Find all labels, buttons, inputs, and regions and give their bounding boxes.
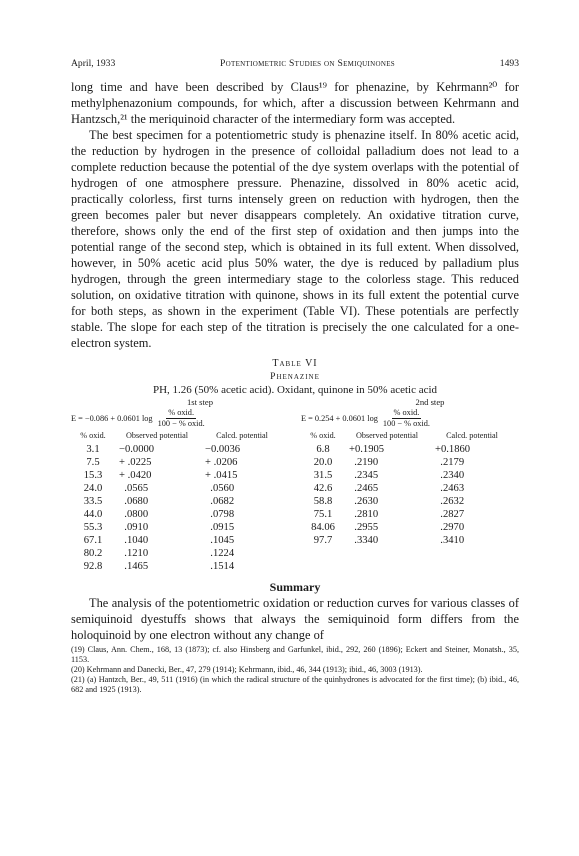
cell-calcd: .1224	[205, 548, 235, 560]
cell-observed: +0.1905	[349, 443, 385, 455]
header-date: April, 1933	[71, 58, 116, 69]
cell-observed: .0800	[119, 509, 149, 521]
cell-oxid: 44.0	[83, 509, 103, 521]
equation-fraction	[381, 408, 432, 429]
step-2-rows	[301, 443, 515, 548]
table-row	[301, 534, 515, 547]
cell-oxid: 58.8	[313, 495, 333, 507]
cell-observed: .0910	[119, 522, 149, 534]
step-2-title: 2nd step	[415, 397, 445, 407]
step-1-block	[71, 397, 289, 574]
cell-observed: .1465	[119, 561, 149, 573]
cell-oxid: 24.0	[83, 482, 103, 494]
table-row	[71, 521, 285, 534]
step-2-block	[301, 397, 519, 574]
cell-calcd: .2632	[435, 495, 465, 507]
col-header-oxid: % oxid.	[310, 431, 336, 440]
cell-calcd: .1514	[205, 561, 235, 573]
equation-prefix: E = 0.254 + 0.0601 log	[301, 414, 378, 423]
cell-observed: −0.0000	[119, 443, 155, 455]
step-1-table	[71, 432, 285, 574]
table-row	[71, 456, 285, 469]
equation-denominator: 100 − % oxid.	[382, 419, 430, 428]
equation-numerator: % oxid.	[393, 408, 420, 417]
cell-oxid: 92.8	[83, 561, 103, 573]
cell-observed: .2955	[349, 522, 379, 534]
step-1-equation	[71, 408, 289, 429]
cell-observed: + .0225	[119, 456, 152, 468]
paragraph-1: long time and have been described by Claus¹⁹ for phenazine, by Kehrmann²⁰ for methylphenazonium compounds, for which, after a discussion between Kehrmann and Hantzsch,²¹ the meriquinoid character of the intermediary form was accepted.	[71, 80, 519, 126]
table-row	[71, 560, 285, 573]
cell-calcd: .2970	[435, 522, 465, 534]
col-header-observed: Observed potential	[125, 431, 189, 440]
cell-observed: .2465	[349, 482, 379, 494]
table-row	[301, 495, 515, 508]
cell-oxid: 80.2	[83, 548, 103, 560]
step-1-title: 1st step	[186, 397, 214, 407]
journal-page	[71, 58, 519, 696]
cell-calcd: .2340	[435, 469, 465, 481]
cell-oxid: 20.0	[313, 456, 333, 468]
table-row	[301, 508, 515, 521]
col-header-calcd: Calcd. potential	[446, 431, 498, 440]
equation-fraction	[156, 408, 207, 429]
cell-calcd: .0682	[205, 495, 235, 507]
cell-oxid: 42.6	[313, 482, 333, 494]
cell-calcd: .2827	[435, 509, 465, 521]
summary-text: The analysis of the potentiometric oxidation or reduction curves for various classes of semiquinoid dyestuffs shows that always the semiquinoid form differs from the holoquinoid by one electron without any change of	[71, 595, 519, 642]
cell-oxid: 3.1	[86, 443, 100, 455]
cell-calcd: .0560	[205, 482, 235, 494]
col-header-observed: Observed potential	[355, 431, 419, 440]
step-2-equation	[301, 408, 519, 429]
footnote-20: (20) Kehrmann and Danecki, Ber., 47, 279 (1914); Kehrmann, ibid., 46, 344 (1913); ibid., 46, 3003 (1913).	[71, 664, 423, 674]
col-header-oxid: % oxid.	[80, 431, 106, 440]
cell-observed: .1210	[119, 548, 149, 560]
table-header-row	[301, 432, 515, 443]
summary-heading: Summary	[269, 579, 321, 594]
cell-observed: .1040	[119, 535, 149, 547]
cell-calcd: + .0415	[205, 469, 238, 481]
cell-oxid: 67.1	[83, 535, 103, 547]
table-row	[301, 469, 515, 482]
table-conditions: PH, 1.26 (50% acetic acid). Oxidant, quinone in 50% acetic acid	[152, 384, 438, 396]
cell-observed: .3340	[349, 535, 379, 547]
cell-oxid: 55.3	[83, 522, 103, 534]
cell-calcd: .2463	[435, 482, 465, 494]
cell-oxid: 15.3	[83, 469, 103, 481]
header-title: Potentiometric Studies on Semiquinones	[220, 58, 396, 69]
table-row	[71, 443, 285, 456]
cell-calcd: +0.1860	[435, 443, 471, 455]
data-table	[71, 397, 519, 574]
table-row	[71, 469, 285, 482]
cell-oxid: 7.5	[86, 456, 100, 468]
cell-observed: .0565	[119, 482, 149, 494]
cell-oxid: 33.5	[83, 495, 103, 507]
table-caption: Table VI	[272, 358, 318, 369]
table-row	[71, 534, 285, 547]
equation-denominator: 100 − % oxid.	[157, 419, 205, 428]
cell-calcd: .3410	[435, 535, 465, 547]
table-subcaption: Phenazine	[270, 371, 320, 382]
cell-calcd: −0.0036	[205, 443, 241, 455]
step-2-table	[301, 432, 515, 547]
cell-calcd: .0798	[205, 509, 235, 521]
table-row	[71, 508, 285, 521]
step-1-rows	[71, 443, 285, 574]
table-row	[71, 495, 285, 508]
cell-observed: .2630	[349, 495, 379, 507]
cell-calcd: .0915	[205, 522, 235, 534]
equation-numerator: % oxid.	[168, 408, 195, 417]
table-row	[301, 443, 515, 456]
cell-oxid: 97.7	[313, 535, 333, 547]
paragraph-2: The best specimen for a potentiometric study is phenazine itself. In 80% acetic acid, the reduction by hydrogen in the presence of colloidal palladium does not lead to a complete reduction because the potential of the dye system overlaps with the potential of hydrogen of one atmosphere pressure. Phenazine, dissolved in 80% acetic acid, practically colorless, first turns intensely green on reduction with hydrogen, then the green becomes paler but never disappears completely. An oxidative titration curve, therefore, shows only the end of the first step of oxidation and then jumps into the potential range of the second step, which is obtained in its full extent. When dissolved, however, in 50% acetic acid plus 50% water, the dye is reduced by palladium plus hydrogen, through the green intermediary stage to the colorless stage. This reduced solution, on oxidative titration with quinone, shows in its full extent the potential curve for both steps, as shown in the experiment (Table VI). These potentials are perfectly stable. The slope for each step of the titration is precisely the one calculated for a one-electron system.	[71, 128, 519, 350]
cell-calcd: .1045	[205, 535, 235, 547]
cell-observed: .2345	[349, 469, 379, 481]
cell-calcd: + .0206	[205, 456, 238, 468]
cell-observed: .2190	[349, 456, 379, 468]
cell-oxid: 75.1	[313, 509, 333, 521]
cell-observed: + .0420	[119, 469, 152, 481]
table-row	[71, 482, 285, 495]
cell-observed: .2810	[349, 509, 379, 521]
col-header-calcd: Calcd. potential	[216, 431, 268, 440]
table-row	[301, 521, 515, 534]
cell-oxid: 6.8	[316, 443, 330, 455]
footnote-21: (21) (a) Hantzch, Ber., 49, 511 (1916) (in which the radical structure of the quinhydrones is advocated for the first time); (b) ibid., 46, 682 and 1925 (1913).	[71, 675, 519, 695]
cell-oxid: 84.06	[311, 522, 335, 534]
table-row	[301, 456, 515, 469]
table-header-row	[71, 432, 285, 443]
equation-prefix: E = −0.086 + 0.0601 log	[71, 414, 153, 423]
footnote-19: (19) Claus, Ann. Chem., 168, 13 (1873); cf. also Hinsberg and Garfunkel, ibid., 292, 260 (1896); Eckert and Steiner, Monatsh., 35, 1153.	[71, 644, 519, 664]
cell-calcd: .2179	[435, 456, 465, 468]
cell-observed: .0680	[119, 495, 149, 507]
cell-oxid: 31.5	[313, 469, 333, 481]
running-header	[71, 58, 519, 69]
page-number: 1493	[499, 58, 519, 69]
table-row	[301, 482, 515, 495]
table-row	[71, 547, 285, 560]
